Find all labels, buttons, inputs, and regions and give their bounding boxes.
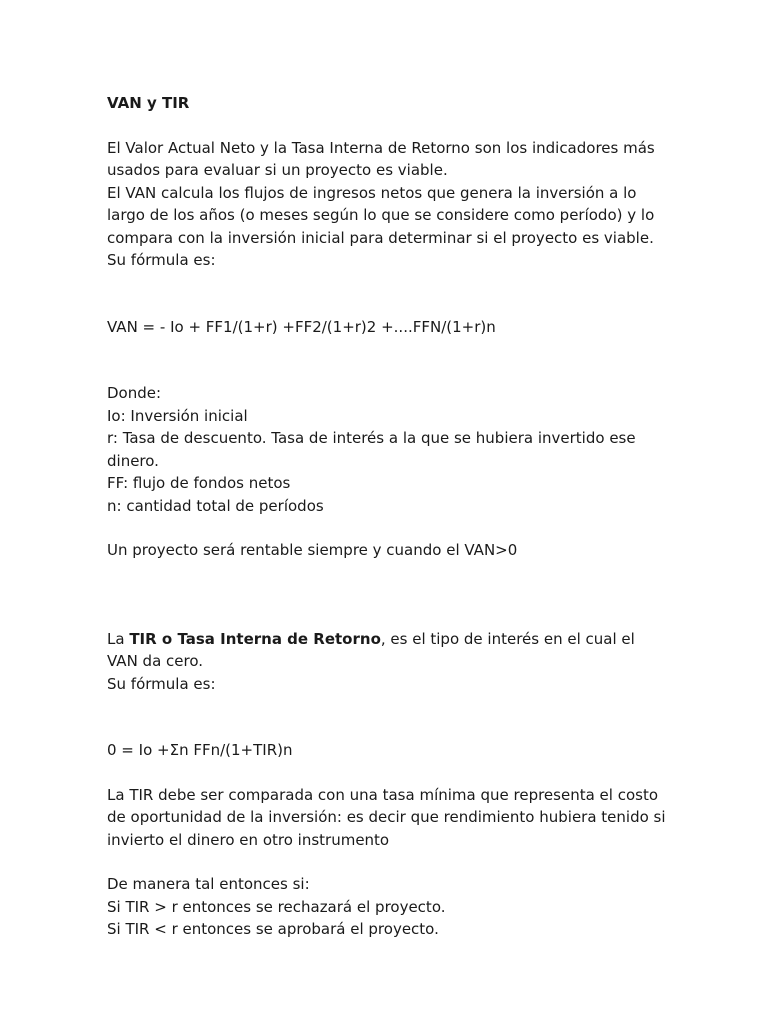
formula-label-van: Su fórmula es: [107, 251, 216, 269]
tir-comparison: La TIR debe ser comparada con una tasa mínima que representa el costo de oportunidad de la inversión: es decir que rendimiento hubiera tenido si invierto el dinero en otro instrumento [107, 785, 666, 849]
rule-reject: Si TIR > r entonces se rechazará el proyecto. [107, 897, 446, 916]
rule-intro: De manera tal entonces si: [107, 875, 310, 893]
van-condition: Un proyecto será rentable siempre y cuando el VAN>0 [107, 541, 518, 559]
donde-label: Donde: [107, 384, 162, 402]
formula-label-tir: Su fórmula es: [107, 674, 216, 693]
intro-paragraph-1: El Valor Actual Neto y la Tasa Interna de Retorno son los indicadores más usados para evaluar si un proyecto es viable. [107, 138, 655, 179]
definition-ff: FF: flujo de fondos netos [107, 474, 291, 492]
tir-formula: 0 = Io +Σn FFn/(1+TIR)n [107, 741, 293, 759]
spacer [107, 606, 668, 628]
rule-accept: Si TIR < r entonces se aprobará el proyecto. [107, 920, 439, 938]
definition-n: n: cantidad total de períodos [107, 496, 324, 515]
definition-r: r: Tasa de descuento. Tasa de interés a la que se hubiera invertido ese dinero. [107, 429, 636, 470]
tir-prefix: La [107, 629, 130, 648]
spacer [107, 272, 668, 316]
spacer [107, 338, 668, 382]
spacer [107, 562, 668, 606]
tir-suffix: , es el tipo de interés en el cual el VAN da cero. [107, 629, 635, 670]
definition-io: Io: Inversión inicial [107, 406, 248, 425]
tir-definition [107, 628, 668, 673]
spacer [107, 115, 668, 137]
spacer [107, 851, 668, 873]
spacer [107, 695, 668, 739]
spacer [107, 762, 668, 784]
spacer [107, 517, 668, 539]
intro-paragraph-2: El VAN calcula los flujos de ingresos netos que genera la inversión a lo largo de los años (o meses según lo que se considere como período) y lo compara con la inversión inicial para determinar si el proyecto es viable. [107, 183, 655, 247]
document-title: VAN y TIR [107, 94, 190, 112]
tir-term: TIR o Tasa Interna de Retorno [129, 629, 381, 648]
van-formula: VAN = - Io + FF1/(1+r) +FF2/(1+r)2 +....FFN/(1+r)n [107, 317, 496, 336]
